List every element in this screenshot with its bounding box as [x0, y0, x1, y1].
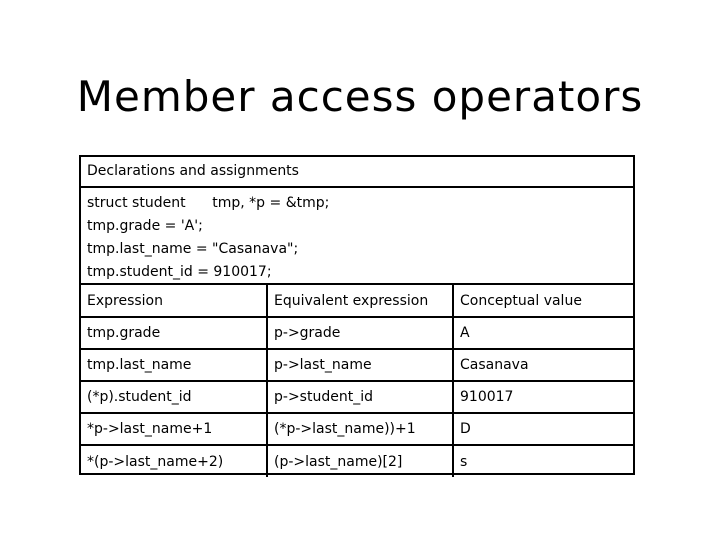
expression-cell: tmp.last_name [81, 349, 267, 381]
member-access-table-box [79, 155, 635, 475]
declarations-code-block [81, 188, 633, 285]
expression-cell: tmp.grade [81, 317, 267, 349]
expression-cell: *(p->last_name+2) [81, 445, 267, 477]
expression-cell: *p->last_name+1 [81, 413, 267, 445]
equivalent-expression-cell: p->last_name [267, 349, 453, 381]
declaration-line: tmp.grade = 'A'; [87, 218, 203, 234]
column-header-equivalent-expression: Equivalent expression [267, 285, 453, 317]
table-row [81, 413, 633, 445]
expression-table [81, 285, 633, 477]
expression-cell: (*p).student_id [81, 381, 267, 413]
equivalent-expression-cell: (*p->last_name))+1 [267, 413, 453, 445]
column-header-expression: Expression [81, 285, 267, 317]
table-row [81, 317, 633, 349]
conceptual-value-cell: s [460, 453, 468, 470]
conceptual-value-cell: A [453, 317, 633, 349]
declaration-line: struct student tmp, *p = &tmp; [87, 195, 330, 211]
equivalent-expression-cell: (p->last_name)[2] [267, 445, 453, 477]
declarations-header: Declarations and assignments [81, 157, 633, 188]
equivalent-expression-cell: p->student_id [267, 381, 453, 413]
table-row [81, 381, 633, 413]
declaration-line: tmp.student_id = 910017; [87, 264, 272, 280]
conceptual-value-cell: 910017 [453, 381, 633, 413]
conceptual-value-cell: D [453, 413, 633, 445]
conceptual-value-cell: Casanava [453, 349, 633, 381]
table-header-row [81, 285, 633, 317]
table-row [81, 349, 633, 381]
slide-title: Member access operators [76, 72, 644, 121]
column-header-conceptual-value: Conceptual value [453, 285, 633, 317]
declaration-line: tmp.last_name = "Casanava"; [87, 241, 299, 257]
table-row [81, 445, 633, 477]
equivalent-expression-cell: p->grade [267, 317, 453, 349]
